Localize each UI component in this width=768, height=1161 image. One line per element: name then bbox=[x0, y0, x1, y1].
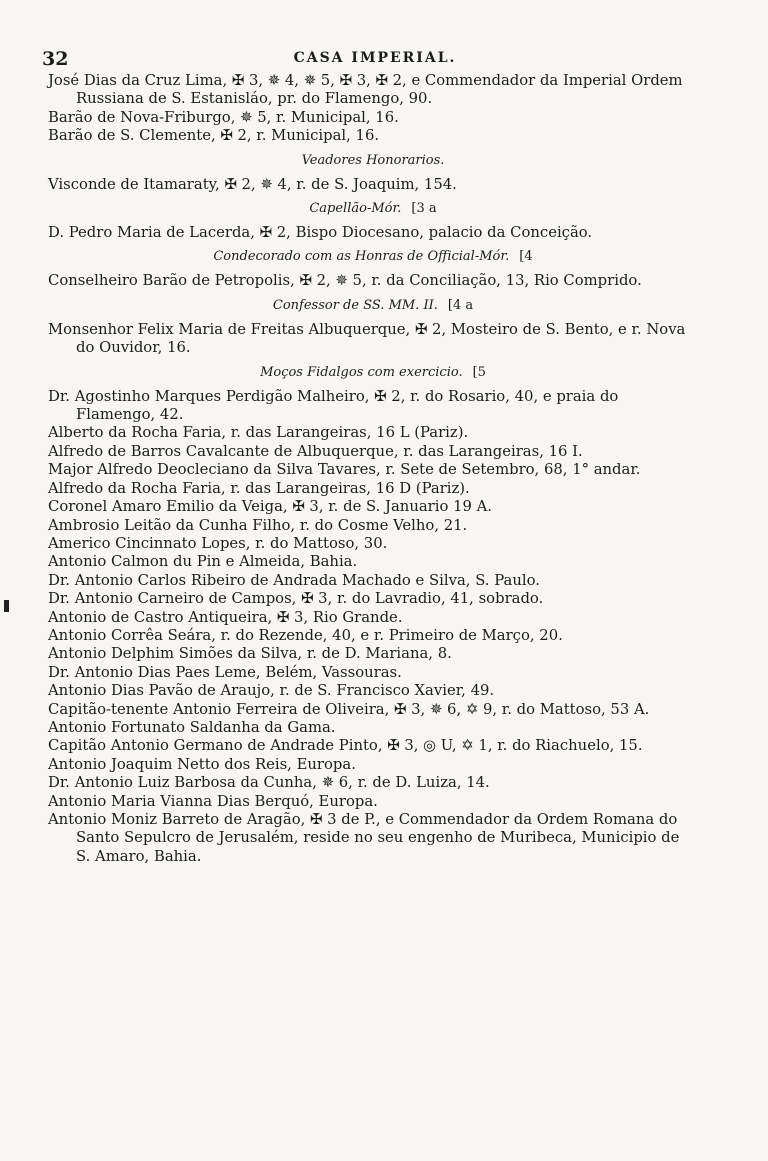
section-heading-text: Capellão-Mór. bbox=[309, 201, 402, 217]
directory-entry: Major Alfredo Deocleciano da Silva Tavares, r. Sete de Setembro, 68, 1° andar. bbox=[48, 461, 641, 479]
directory-entry: Antonio Fortunato Saldanha da Gama. bbox=[48, 718, 336, 736]
section-heading bbox=[48, 149, 698, 173]
directory-entry: Antonio Calmon du Pin e Almeida, Bahia. bbox=[48, 553, 358, 571]
page-header bbox=[42, 48, 708, 70]
directory-entry: Capitão-tenente Antonio Ferreira de Oliveira, ✠ 3, ✵ 6, ✡ 9, r. do Mattoso, 53 A. bbox=[48, 700, 650, 718]
directory-entry: José Dias da Cruz Lima, ✠ 3, ✵ 4, ✵ 5, ✠ 3, ✠ 2, e Commendador da Imperial Ordem Russiana de S. Estanisláo, pr. do Flamengo, 90. bbox=[48, 72, 683, 108]
section bbox=[48, 72, 698, 146]
margin-mark bbox=[4, 600, 9, 612]
directory-entry: Antonio de Castro Antiqueira, ✠ 3, Rio Grande. bbox=[48, 608, 403, 626]
directory-entry: Dr. Antonio Carneiro de Campos, ✠ 3, r. do Lavradio, 41, sobrado. bbox=[48, 590, 544, 608]
directory-entry: Dr. Antonio Carlos Ribeiro de Andrada Machado e Silva, S. Paulo. bbox=[48, 571, 540, 589]
directory-entry: Barão de Nova-Friburgo, ✵ 5, r. Municipal, 16. bbox=[48, 108, 399, 126]
section-heading bbox=[48, 294, 698, 318]
directory-entry: Dr. Antonio Dias Paes Leme, Belém, Vassouras. bbox=[48, 663, 402, 681]
section-heading-text: Condecorado com as Honras de Official-Mór. bbox=[213, 249, 510, 265]
page-body bbox=[48, 72, 698, 866]
running-title: CASA IMPERIAL. bbox=[293, 50, 457, 66]
directory-entry: Dr. Agostinho Marques Perdigão Malheiro, ✠ 2, r. do Rosario, 40, e praia do Flamengo, 42. bbox=[48, 387, 619, 424]
directory-entry: Alberto da Rocha Faria, r. das Larangeiras, 16 L (Pariz). bbox=[48, 424, 469, 442]
directory-entry: Monsenhor Felix Maria de Freitas Albuquerque, ✠ 2, Mosteiro de S. Bento, e r. Nova do Ouvidor, 16. bbox=[48, 320, 686, 357]
section-heading-text: Moços Fidalgos com exercicio. bbox=[260, 364, 463, 380]
section-heading-bracket: [4 a bbox=[447, 297, 474, 313]
section bbox=[48, 245, 698, 290]
directory-entry: Antonio Joaquim Netto dos Reis, Europa. bbox=[48, 755, 356, 773]
directory-entry: Alfredo da Rocha Faria, r. das Larangeiras, 16 D (Pariz). bbox=[48, 479, 470, 497]
directory-entry: Antonio Delphim Simões da Silva, r. de D. Mariana, 8. bbox=[48, 645, 452, 663]
directory-entry: D. Pedro Maria de Lacerda, ✠ 2, Bispo Diocesano, palacio da Conceição. bbox=[48, 224, 593, 242]
directory-entry: Antonio Corrêa Seára, r. do Rezende, 40, e r. Primeiro de Março, 20. bbox=[48, 626, 563, 644]
directory-entry: Alfredo de Barros Cavalcante de Albuquerque, r. das Larangeiras, 16 I. bbox=[48, 442, 583, 460]
directory-entry: Barão de S. Clemente, ✠ 2, r. Municipal, 16. bbox=[48, 127, 380, 145]
directory-entry: Capitão Antonio Germano de Andrade Pinto, ✠ 3, ◎ U, ✡ 1, r. do Riachuelo, 15. bbox=[48, 737, 643, 755]
section bbox=[48, 149, 698, 194]
directory-entry: Coronel Amaro Emilio da Veiga, ✠ 3, r. de S. Januario 19 A. bbox=[48, 498, 493, 516]
directory-entry: Conselheiro Barão de Petropolis, ✠ 2, ✵ 5, r. da Conciliação, 13, Rio Comprido. bbox=[48, 272, 642, 290]
section-heading-bracket: [4 bbox=[519, 249, 533, 265]
directory-entry: Americo Cincinnato Lopes, r. do Mattoso, 30. bbox=[48, 534, 388, 552]
section-heading-bracket: [3 a bbox=[411, 201, 437, 217]
directory-entry: Ambrosio Leitão da Cunha Filho, r. do Cosme Velho, 21. bbox=[48, 516, 468, 534]
section-heading-bracket: [5 bbox=[472, 364, 486, 380]
directory-entry: Visconde de Itamaraty, ✠ 2, ✵ 4, r. de S. Joaquim, 154. bbox=[48, 175, 457, 193]
section-heading-text: Veadores Honorarios. bbox=[301, 152, 445, 168]
directory-entry: Antonio Maria Vianna Dias Berquó, Europa. bbox=[48, 792, 378, 810]
directory-entry: Antonio Dias Pavão de Araujo, r. de S. Francisco Xavier, 49. bbox=[48, 682, 495, 700]
section-heading-text: Confessor de SS. MM. II. bbox=[272, 297, 438, 313]
section bbox=[48, 361, 698, 867]
section bbox=[48, 294, 698, 358]
section bbox=[48, 197, 698, 242]
directory-entry: Dr. Antonio Luiz Barbosa da Cunha, ✵ 6, r. de D. Luiza, 14. bbox=[48, 774, 490, 792]
section-heading bbox=[48, 197, 698, 221]
page-number: 32 bbox=[42, 48, 69, 70]
section-heading bbox=[48, 245, 698, 269]
section-heading bbox=[48, 361, 698, 385]
directory-entry: Antonio Moniz Barreto de Aragão, ✠ 3 de P., e Commendador da Ordem Romana do Santo Sepulcro de Jerusalém, reside no seu engenho de Muribeca, Municipio de S. Amaro, Bahia. bbox=[48, 811, 680, 865]
